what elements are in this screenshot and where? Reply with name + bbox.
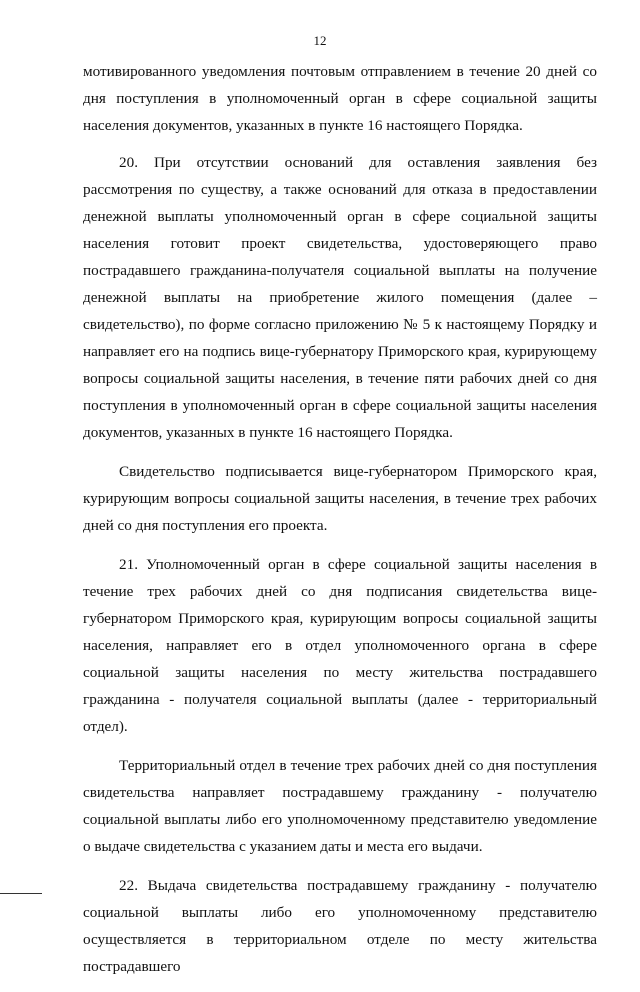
paragraph-continuation: мотивированного уведомления почтовым отправлением в течение 20 дней со дня поступления в уполномоченный орган в сфере социальной защиты населения документов, указанных в пункте 16 настоящего Порядка. — [83, 63, 597, 134]
paragraph-clause-20: 20. При отсутствии оснований для оставления заявления без рассмотрения по существу, а также оснований для отказа в предоставлении денежной выплаты уполномоченный орган в сфере социальной защиты населения готовит проект свидетельства, удостоверяющего право пострадавшего гражданина-получателя социальной выплаты на получение денежной выплаты на приобретение жилого помещения (далее – свидетельство), по форме согласно приложению № 5 к настоящему Порядку и направляет его на подпись вице-губернатору Приморского края, курирующему вопросы социальной защиты населения, в течение пяти рабочих дней со дня поступления в уполномоченный орган в сфере социальной защиты населения документов, указанных в пункте 16 настоящего Порядка. — [83, 154, 597, 441]
document-body — [83, 58, 597, 992]
paragraph-clause-21: 21. Уполномоченный орган в сфере социальной защиты населения в течение трех рабочих дней со дня подписания свидетельства вице-губернатором Приморского края, курирующим вопросы социальной защиты населения, направляет его в отдел уполномоченного органа в сфере социальной защиты населения по месту жительства пострадавшего гражданина - получателя социальной выплаты (далее - территориальный отдел). — [83, 556, 597, 735]
paragraph-clause-22: 22. Выдача свидетельства пострадавшему гражданину - получателю социальной выплаты либо его уполномоченному представителю осуществляется в территориальном отделе по месту жительства пострадавшего — [83, 877, 597, 975]
footnote-divider — [0, 893, 42, 894]
paragraph-territorial-department: Территориальный отдел в течение трех рабочих дней со дня поступления свидетельства направляет пострадавшему гражданину - получателю социальной выплаты либо его уполномоченному представителю уведомление о выдаче свидетельства с указанием даты и места его выдачи. — [83, 757, 597, 855]
paragraph-certificate-signing: Свидетельство подписывается вице-губернатором Приморского края, курирующим вопросы социальной защиты населения, в течение трех рабочих дней со дня поступления его проекта. — [83, 463, 597, 534]
page-number: 12 — [313, 33, 327, 48]
